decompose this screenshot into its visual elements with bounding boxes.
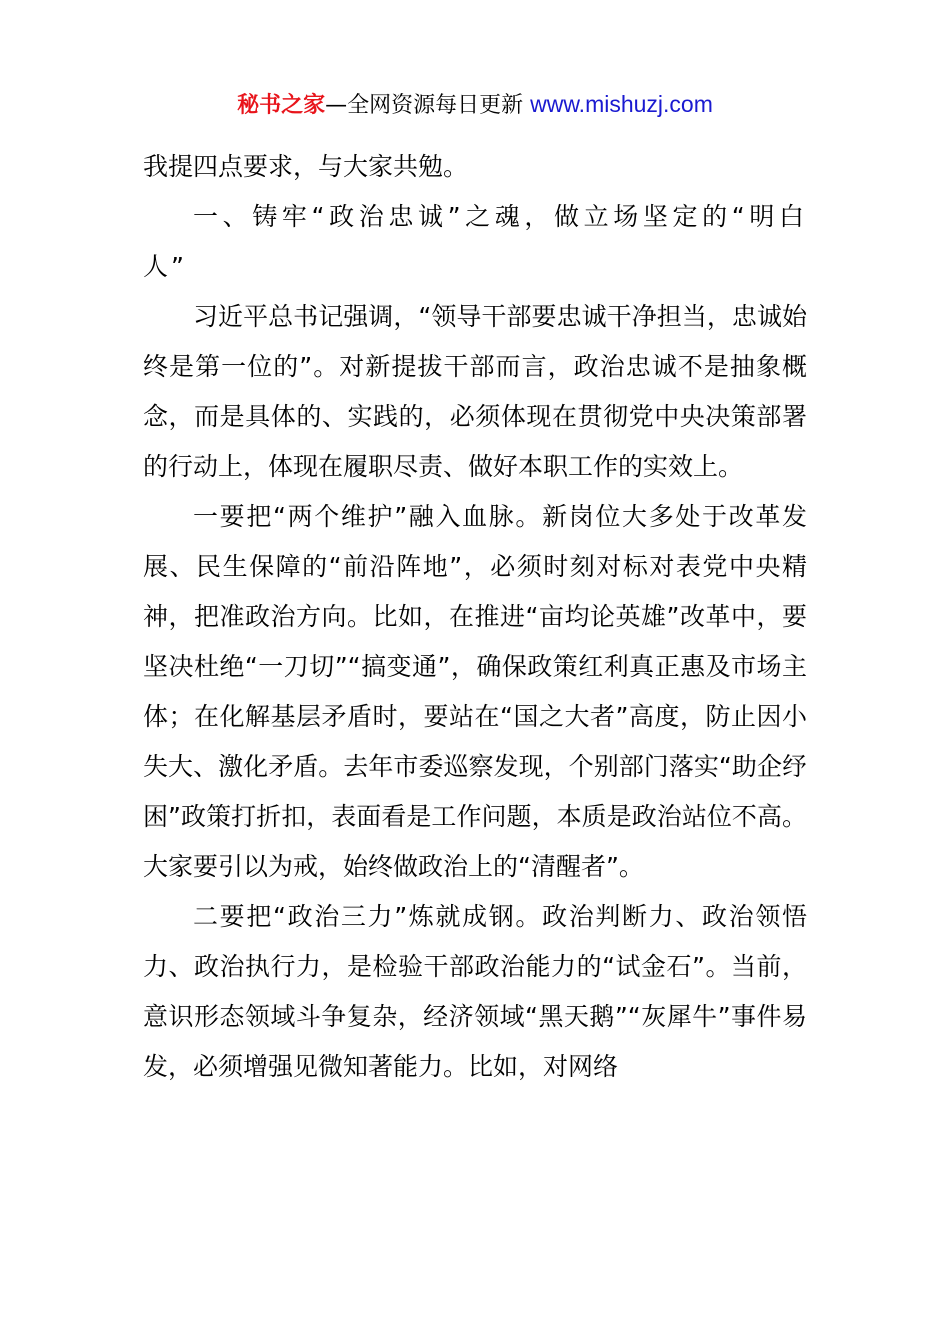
brand-name: 秘书之家	[237, 93, 326, 118]
paragraph-quote: 习近平总书记强调，“领导干部要忠诚干净担当，忠诚始终是第一位的”。对新提拔干部而言，政治忠诚不是抽象概念，而是具体的、实践的，必须体现在贯彻党中央决策部署的行动上，体现在履职尽责、做好本职工作的实效上。	[143, 302, 807, 481]
header-tagline: —全网资源每日更新	[325, 93, 531, 118]
section-heading: 一、铸牢“政治忠诚”之魂，做立场坚定的“明白人”	[143, 202, 807, 281]
paragraph-intro: 我提四点要求，与大家共勉。	[143, 152, 469, 181]
page-header	[0, 86, 950, 124]
paragraph-point-one: 一要把“两个维护”融入血脉。新岗位大多处于改革发展、民生保障的“前沿阵地”，必须时刻对标对表党中央精神，把准政治方向。比如，在推进“亩均论英雄”改革中，要坚决杜绝“一刀切”“搞变通”，确保政策红利真正惠及市场主体；在化解基层矛盾时，要站在“国之大者”高度，防止因小失大、激化矛盾。去年市委巡察发现，个别部门落实“助企纾困”政策打折扣，表面看是工作问题，本质是政治站位不高。大家要引以为戒，始终做政治上的“清醒者”。	[143, 502, 807, 881]
document-body	[143, 142, 807, 1092]
site-url-link[interactable]: www.mishuzj.com	[530, 91, 713, 117]
paragraph-point-two: 二要把“政治三力”炼就成钢。政治判断力、政治领悟力、政治执行力，是检验干部政治能力的“试金石”。当前，意识形态领域斗争复杂，经济领域“黑天鹅”“灰犀牛”事件易发，必须增强见微知著能力。比如，对网络	[143, 902, 807, 1081]
